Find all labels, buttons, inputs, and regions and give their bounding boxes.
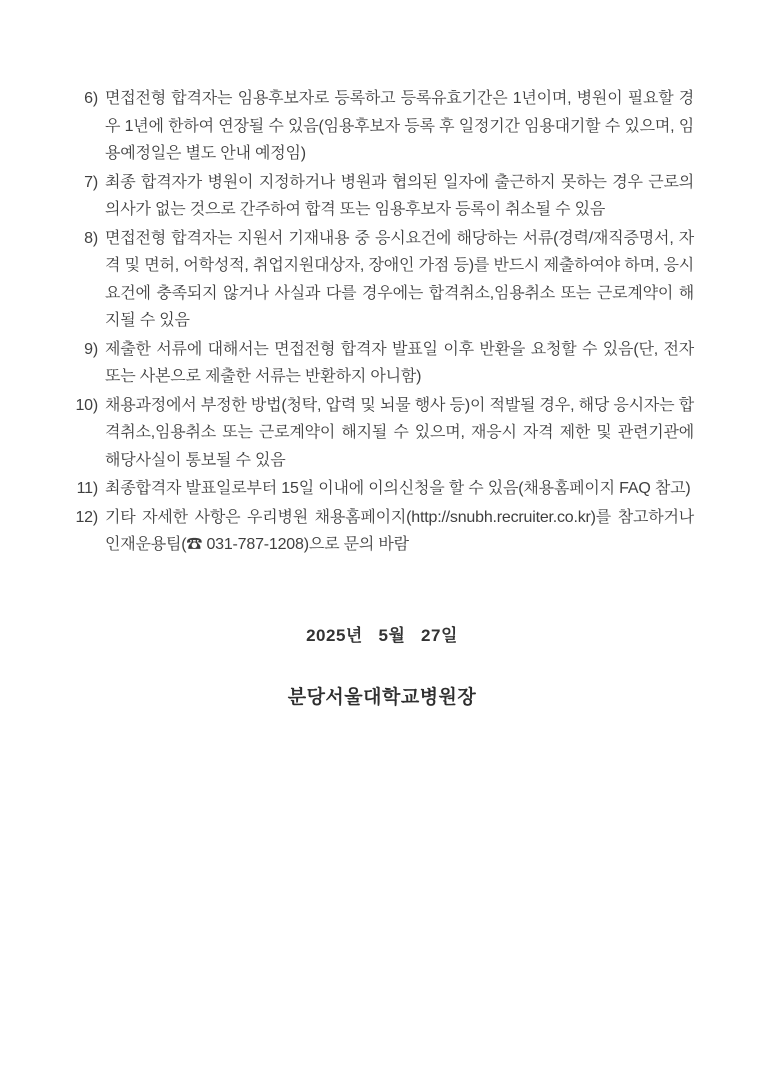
item-text: 기타 자세한 사항은 우리병원 채용홈페이지(http://snubh.recruiter.co.kr)를 참고하거나 인재운용팀(☎ 031-787-1208)으로 문의 바람 [105,508,694,553]
item-number: 12) [75,508,98,526]
item-text: 최종 합격자가 병원이 지정하거나 병원과 협의된 일자에 출근하지 못하는 경우 근로의 의사가 없는 것으로 간주하여 합격 또는 임용후보자 등록이 취소될 수 있음 [105,173,694,218]
notice-item-12 [70,504,694,559]
document-date: 2025년 5월 27일 [306,625,458,645]
notice-item-6 [70,85,694,168]
notice-item-11 [70,475,694,503]
item-number: 11) [76,480,98,497]
notice-item-10 [70,392,694,475]
item-text: 면접전형 합격자는 지원서 기재내용 중 응시요건에 해당하는 서류(경력/재직증명서, 자격 및 면허, 어학성적, 취업지원대상자, 장애인 가점 등)를 반드시 제출하여야 하며, 응시요건에 충족되지 않거나 사실과 다를 경우에는 합격취소,임용취소 또는 근로계약이 해지될 수 있음 [105,229,694,329]
notice-item-8 [70,225,694,335]
item-number: 9) [84,340,98,358]
notice-item-7 [70,169,694,224]
notice-item-9 [70,336,694,391]
item-number: 8) [84,229,98,247]
item-text: 면접전형 합격자는 임용후보자로 등록하고 등록유효기간은 1년이며, 병원이 필요할 경우 1년에 한하여 연장될 수 있음(임용후보자 등록 후 일정기간 임용대기할 수 있으며, 임용예정일은 별도 안내 예정임) [105,90,694,162]
item-number: 7) [84,173,98,191]
item-number: 6) [84,90,98,107]
item-text: 채용과정에서 부정한 방법(청탁, 압력 및 뇌물 행사 등)이 적발될 경우, 해당 응시자는 합격취소,임용취소 또는 근로계약이 해지될 수 있으며, 재응시 자격 제한 및 관련기관에 해당사실이 통보될 수 있음 [105,396,694,469]
item-text: 최종합격자 발표일로부터 15일 이내에 이의신청을 할 수 있음(채용홈페이지 FAQ 참고) [105,480,691,497]
item-number: 10) [75,396,98,414]
notice-list [70,85,694,559]
item-text: 제출한 서류에 대해서는 면접전형 합격자 발표일 이후 반환을 요청할 수 있음(단, 전자 또는 사본으로 제출한 서류는 반환하지 아니함) [105,340,694,385]
document-signer: 분당서울대학교병원장 [287,686,477,708]
